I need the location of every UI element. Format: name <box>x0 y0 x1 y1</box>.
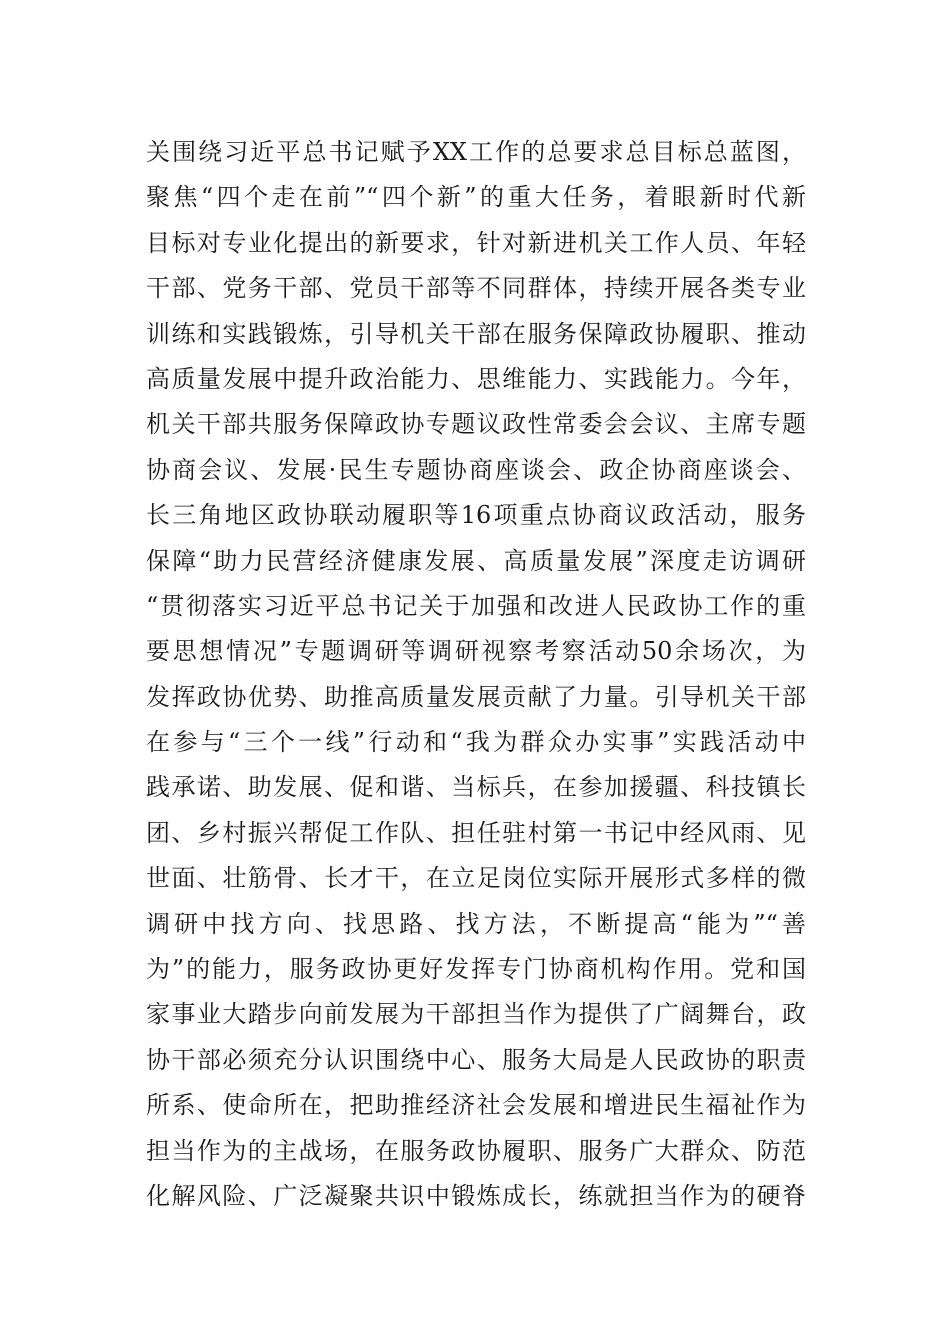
text-line: 调研中找方向、找思路、找方法，不断提高“能为”“善 <box>146 909 806 938</box>
text-line: 协干部必须充分认识围绕中心、服务大局是人民政协的职责 <box>146 1045 806 1074</box>
text-line: 机关干部共服务保障政协专题议政性常委会会议、主席专题 <box>146 410 806 439</box>
text-line: 发挥政协优势、助推高质量发展贡献了力量。引导机关干部 <box>146 682 806 711</box>
text-line: 担当作为的主战场，在服务政协履职、服务广大群众、防范 <box>146 1136 806 1165</box>
text-line: 要思想情况”专题调研等调研视察考察活动50余场次，为 <box>146 637 806 666</box>
text-line: 高质量发展中提升政治能力、思维能力、实践能力。今年， <box>146 364 806 393</box>
text-line: 在参与“三个一线”行动和“我为群众办实事”实践活动中 <box>146 728 806 757</box>
text-line: “贯彻落实习近平总书记关于加强和改进人民政协工作的重 <box>146 591 806 620</box>
text-line: 干部、党务干部、党员干部等不同群体，持续开展各类专业 <box>146 274 806 303</box>
text-line: 践承诺、助发展、促和谐、当标兵，在参加援疆、科技镇长 <box>146 773 806 802</box>
body-paragraph <box>146 130 806 1219</box>
text-line: 目标对专业化提出的新要求，针对新进机关工作人员、年轻 <box>146 228 806 257</box>
text-line: 协商会议、发展·民生专题协商座谈会、政企协商座谈会、 <box>146 455 806 484</box>
text-line: 世面、壮筋骨、长才干，在立足岗位实际开展形式多样的微 <box>146 864 806 893</box>
text-line: 所系、使命所在，把助推经济社会发展和增进民生福祉作为 <box>146 1091 806 1120</box>
text-line: 训练和实践锻炼，引导机关干部在服务保障政协履职、推动 <box>146 319 806 348</box>
text-line: 化解风险、广泛凝聚共识中锻炼成长，练就担当作为的硬脊 <box>146 1181 806 1210</box>
text-line: 家事业大踏步向前发展为干部担当作为提供了广阔舞台，政 <box>146 1000 806 1029</box>
text-line: 为”的能力，服务政协更好发挥专门协商机构作用。党和国 <box>146 955 806 984</box>
text-line: 聚焦“四个走在前”“四个新”的重大任务，着眼新时代新 <box>146 183 806 212</box>
text-line: 长三角地区政协联动履职等16项重点协商议政活动，服务 <box>146 501 806 530</box>
text-line: 保障“助力民营经济健康发展、高质量发展”深度走访调研 <box>146 546 806 575</box>
text-line: 关围绕习近平总书记赋予XX工作的总要求总目标总蓝图， <box>146 138 806 166</box>
text-line: 团、乡村振兴帮促工作队、担任驻村第一书记中经风雨、见 <box>146 818 806 847</box>
